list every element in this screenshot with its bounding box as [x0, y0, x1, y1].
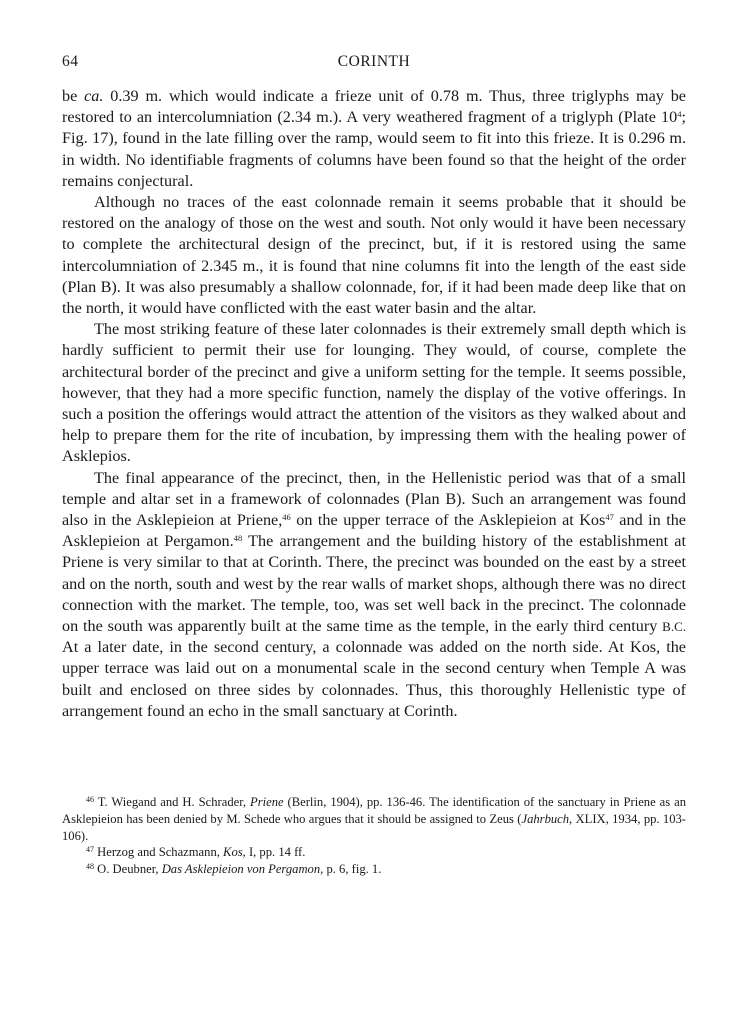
text-run: I, pp. 14 ff. [245, 845, 306, 860]
text-run: p. 6, fig. 1. [323, 862, 382, 877]
text-run: XLIX, 1934, pp. 103-106). [62, 811, 687, 843]
text-run: and in the Asklepieion at Pergamon. [62, 511, 686, 551]
paragraph-1 [62, 86, 686, 192]
text-run: be [62, 87, 85, 105]
footnote-mark: 47 [86, 845, 94, 855]
footnote-46 [62, 794, 686, 844]
page-number: 64 [62, 53, 79, 70]
footnote-47 [62, 844, 686, 861]
italic-run: Das Asklepieion von Pergamon, [161, 862, 324, 877]
footnotes [62, 794, 686, 878]
italic-run: Kos, [223, 845, 246, 860]
text-run: on the upper terrace of the Asklepieion at Kos [290, 511, 606, 530]
plate-superscript: 4 [677, 109, 682, 120]
paragraph-4 [62, 468, 686, 722]
running-head [62, 53, 686, 73]
text-run: Herzog and Schazmann, [94, 845, 224, 860]
italic-run: ca. [84, 87, 104, 105]
footnote-ref-48[interactable]: 48 [233, 533, 243, 544]
paragraph-3: The most striking feature of these later colonnades is their extremely small depth which is hardly sufficient to permit their use for lounging. They would, of course, complete the architectural border of the precinct and give a uniform setting for the temple. It seems possible, however, that they had a more specific function, namely the display of the votive offerings. In such a position the offerings would attract the attention of the visitors as they walked about and help to prepare them for the rite of incubation, by impressing them with the healing power of Asklepios. [62, 320, 686, 466]
text-run: 0.39 m. which would indicate a frieze unit of 0.78 m. Thus, three triglyphs may be restored to an intercolumniation (2.34 m.). A very weathered fragment of a triglyph (Plate 10 [62, 87, 686, 127]
text-run: The arrangement and the building history of the establishment at Priene is very similar to that at Corinth. There, the precinct was bounded on the east by a street and on the north, south and west by the rear walls of market shops, although there was no direct connection with the market. The temple, too, was set well back in the precinct. The colonnade on the south was apparently built at the same time as the temple, in the early third century [62, 532, 686, 636]
journal-title: CORINTH [337, 53, 411, 70]
text-run: T. Wiegand and H. Schrader, [94, 795, 251, 809]
footnote-ref-46[interactable]: 46 [282, 512, 291, 523]
italic-run: Jahrbuch, [521, 811, 573, 826]
footnote-mark: 48 [86, 862, 94, 872]
body-text [62, 86, 686, 722]
text-run: O. Deubner, [94, 862, 162, 877]
footnote-ref-47[interactable]: 47 [605, 512, 614, 523]
text-run: (Berlin, 1904), pp. 136-46. The identification of the sanctuary in Priene as an Asklepieion has been denied by M. Schede who argues that it should be assigned to Zeus ( [62, 795, 686, 826]
footnote-48 [62, 861, 686, 878]
text-run: At a later date, in the second century, a colonnade was added on the north side. At Kos, the upper terrace was laid out on a monumental scale in the second century when Temple A was built and enclosed on three sides by colonnades. Thus, this thoroughly Hellenistic type of arrangement found an echo in the small sanctuary at Corinth. [62, 638, 686, 720]
paragraph-2: Although no traces of the east colonnade remain it seems probable that it should be restored on the analogy of those on the west and south. Not only would it have been necessary to complete the architectural design of the precinct, but, if it is restored using the same intercolumniation of 2.345 m., it is found that nine columns fit into the length of the east side (Plan B). It was also presumably a shallow colonnade, for, if it had been made deep like that on the north, it would have conflicted with the east water basin and the altar. [62, 193, 686, 318]
era-abbreviation: B.C. [662, 619, 686, 635]
footnote-mark: 46 [86, 795, 94, 804]
italic-run: Priene [250, 795, 284, 809]
text-run: The final appearance of the precinct, then, in the Hellenistic period was that of a small temple and altar set in a framework of colonnades (Plan B). Such an arrangement was found also in the Asklepieion at Priene, [62, 468, 686, 530]
text-run: ; Fig. 17), found in the late filling over the ramp, would seem to fit into this frieze. It is 0.296 m. in width. No identifiable fragments of columns have been found so that the height of the order remains conjectural. [62, 108, 686, 190]
